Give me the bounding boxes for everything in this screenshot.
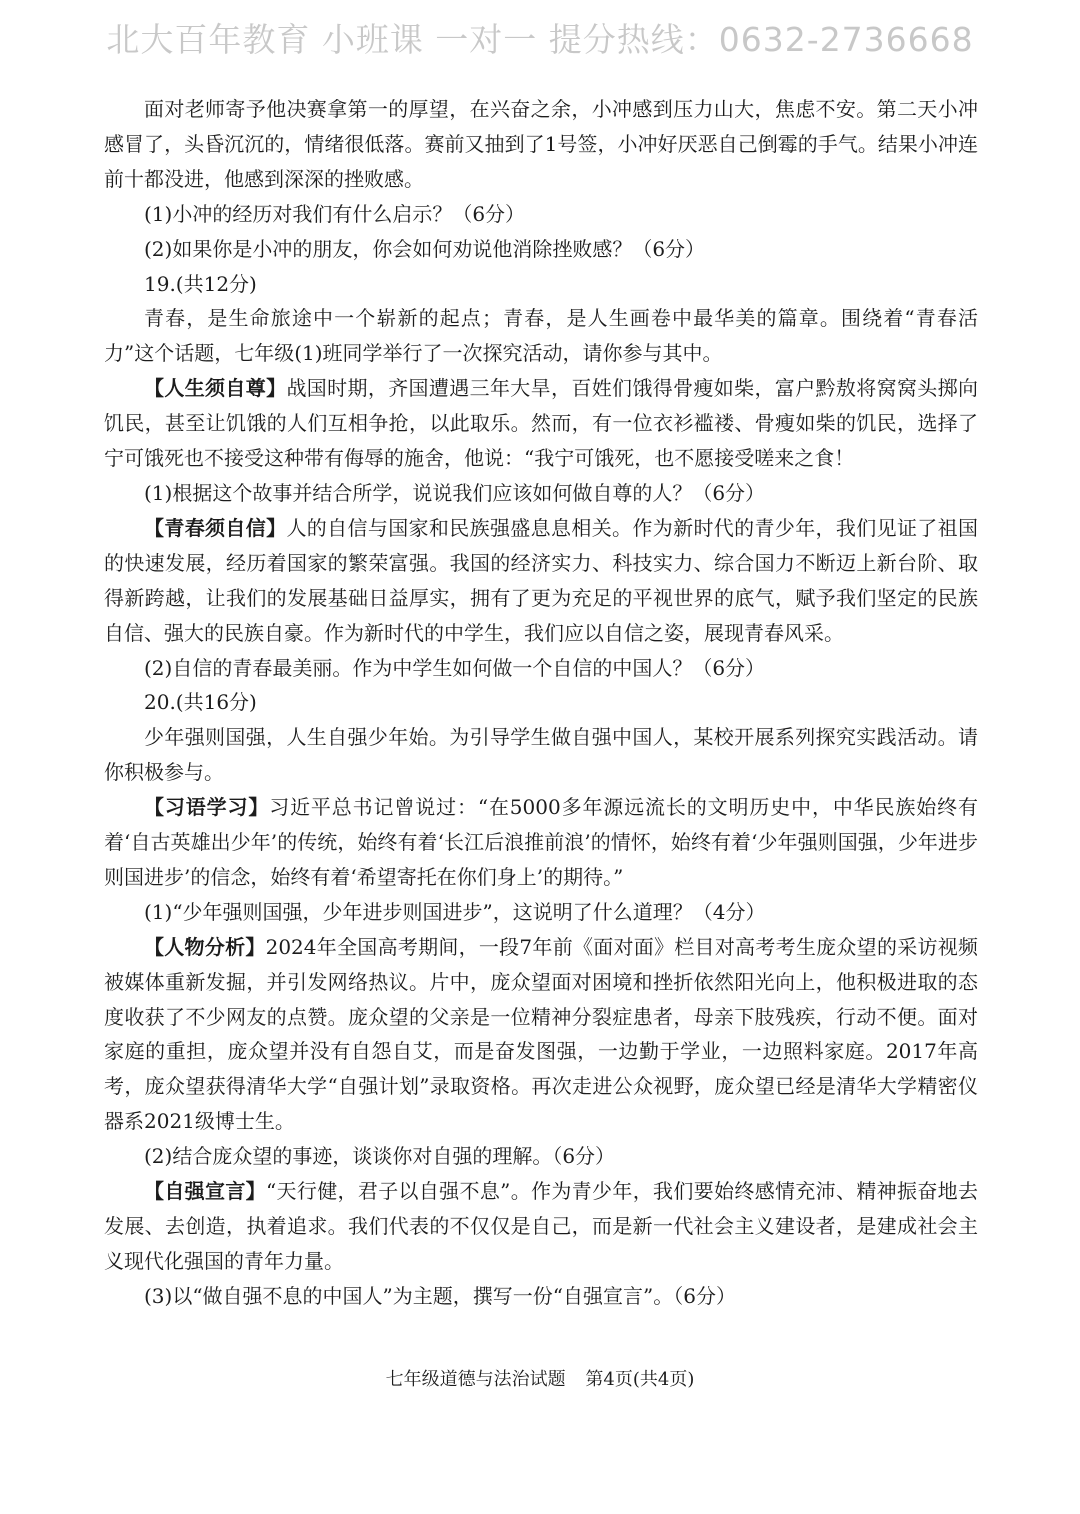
q20-text-declaration: “天行健，君子以自强不息”。作为青少年，我们要始终感情充沛、精神振奋地去发展、去创造，执着追求。我们代表的不仅仅是自己，而是新一代社会主义建设者，是建成社会主义现代化强国的青年力量。 [104,1179,978,1273]
watermark-text: 北大百年教育 小班课 一对一 提分热线：0632-2736668 [106,20,974,59]
q20-intro: 少年强则国强，人生自强少年始。为引导学生做自强中国人，某校开展系列探究实践活动。请你积极参与。 [104,725,978,785]
footer-title: 七年级道德与法治试题 [385,1369,566,1390]
q19-section-self-respect [104,371,978,476]
q20-header: 20.(共16分) [144,690,257,715]
q19-header: 19.(共12分) [144,271,257,296]
q20-tag-quotes: 【习语学习】 [144,795,270,820]
q20-subquestion-2: (2)结合庞众望的事迹，谈谈你对自强的理解。（6分） [144,1144,616,1169]
q20-section-person [104,930,978,1139]
q19-section-confidence [104,511,978,651]
q20-text-person: 2024年全国高考期间，一段7年前《面对面》栏目对高考考生庞众望的采访视频被媒体重新发掘，并引发网络热议。片中，庞众望面对困境和挫折依然阳光向上，他积极进取的态度收获了不少网友的点赞。庞众望的父亲是一位精神分裂症患者，母亲下肢残疾，行动不便。面对家庭的重担，庞众望并没有自怨自艾，而是奋发图强，一边勤于学业，一边照料家庭。2017年高考，庞众望获得清华大学“自强计划”录取资格。再次走进公众视野，庞众望已经是清华大学精密仪器系2021级博士生。 [104,934,979,1134]
exam-content [104,92,978,1314]
q19-tag-confidence: 【青春须自信】 [144,515,287,540]
q19-text-confidence: 人的自信与国家和民族强盛息息相关。作为新时代的青少年，我们见证了祖国的快速发展，经历着国家的繁荣富强。我国的经济实力、科技实力、综合国力不断迈上新台阶、取得新跨越，让我们的发展基础日益厚实，拥有了更为充足的平视世界的底气，赋予我们坚定的民族自信、强大的民族自豪。作为新时代的中学生，我们应以自信之姿，展现青春风采。 [104,515,979,645]
q19-subquestion-2: (2)自信的青春最美丽。作为中学生如何做一个自信的中国人？（6分） [144,655,766,680]
footer-page-number: 第4页(共4页) [585,1369,695,1390]
q19-subquestion-1: (1)根据这个故事并结合所学，说说我们应该如何做自尊的人？（6分） [144,480,766,505]
q19-intro: 青春，是生命旅途中一个崭新的起点；青春，是人生画卷中最华美的篇章。围绕着“青春活力”这个话题，七年级(1)班同学举行了一次探究活动，请你参与其中。 [104,306,978,366]
q20-section-quotes [104,790,978,895]
q19-text-self-respect: 战国时期，齐国遭遇三年大旱，百姓们饿得骨瘦如柴，富户黔敖将窝窝头掷向饥民，甚至让饥饿的人们互相争抢，以此取乐。然而，有一位衣衫褴褛、骨瘦如柴的饥民，选择了宁可饿死也不接受这种带有侮辱的施舍，他说：“我宁可饿死，也不愿接受嗟来之食！ [104,376,979,471]
q18-subquestion-1: (1)小冲的经历对我们有什么启示？（6分） [144,201,526,226]
page-footer [0,1365,1080,1391]
q20-text-quotes: 习近平总书记曾说过：“在5000多年源远流长的文明历史中，中华民族始终有着‘自古英雄出少年’的传统，始终有着‘长江后浪推前浪’的情怀，始终有着‘少年强则国强，少年进步则国进步’的信念，始终有着‘希望寄托在你们身上’的期待。” [104,795,979,889]
q19-tag-self-respect: 【人生须自尊】 [144,376,287,401]
q20-subquestion-1: (1)“少年强则国强，少年进步则国进步”，这说明了什么道理？（4分） [144,899,766,924]
q20-tag-person: 【人物分析】 [144,934,266,959]
q20-tag-declaration: 【自强宣言】 [144,1179,266,1204]
q20-section-declaration [104,1174,978,1279]
q18-passage: 面对老师寄予他决赛拿第一的厚望，在兴奋之余，小冲感到压力山大，焦虑不安。第二天小冲感冒了，头昏沉沉的，情绪很低落。赛前又抽到了1号签，小冲好厌恶自己倒霉的手气。结果小冲连前十都没进，他感到深深的挫败感。 [104,97,978,191]
q20-subquestion-3: (3)以“做自强不息的中国人”为主题，撰写一份“自强宣言”。（6分） [144,1283,736,1308]
q18-subquestion-2: (2)如果你是小冲的朋友，你会如何劝说他消除挫败感？（6分） [144,236,706,261]
